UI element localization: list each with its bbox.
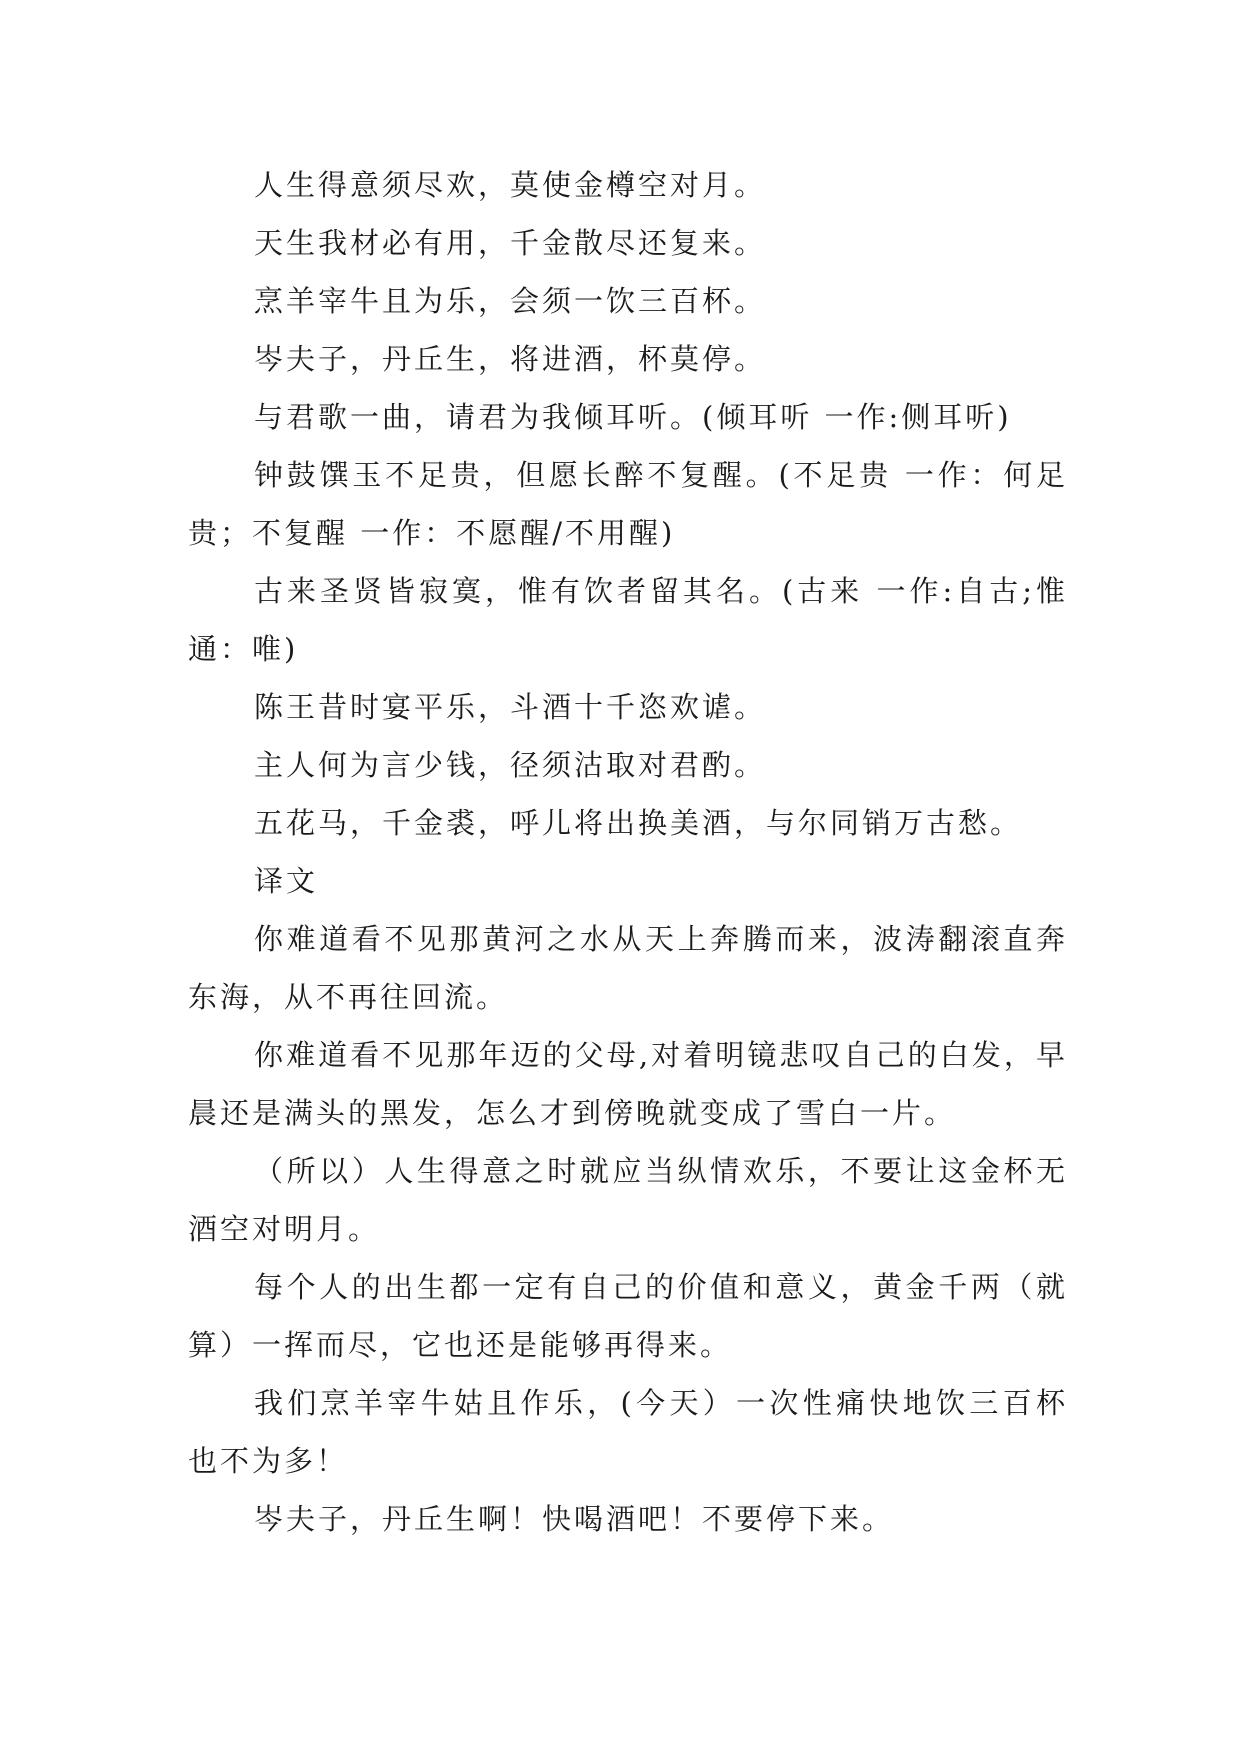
translation-heading: 译文 <box>254 864 319 898</box>
translation-paragraph-1: 你难道看不见那黄河之水从天上奔腾而来，波涛翻滚直奔东海，从不再往回流。 <box>188 922 1068 1014</box>
translation-paragraph-2: 你难道看不见那年迈的父母,对着明镜悲叹自己的白发，早晨还是满头的黑发，怎么才到傍晚就变成了雪白一片。 <box>188 1038 1068 1130</box>
document-body <box>188 156 1068 1548</box>
translation-paragraph-6: 岑夫子，丹丘生啊！快喝酒吧！不要停下来。 <box>254 1502 895 1536</box>
poem-line-4: 岑夫子，丹丘生，将进酒，杯莫停。 <box>254 342 767 376</box>
poem-line-1: 人生得意须尽欢，莫使金樽空对月。 <box>254 168 767 202</box>
poem-line-8: 陈王昔时宴平乐，斗酒十千恣欢谑。 <box>254 690 767 724</box>
poem-line-5: 与君歌一曲，请君为我倾耳听。(倾耳听 一作:侧耳听) <box>254 400 1012 434</box>
poem-line-2: 天生我材必有用，千金散尽还复来。 <box>254 226 767 260</box>
poem-line-3: 烹羊宰牛且为乐，会须一饮三百杯。 <box>254 284 767 318</box>
poem-line-9: 主人何为言少钱，径须沽取对君酌。 <box>254 748 767 782</box>
translation-paragraph-5: 我们烹羊宰牛姑且作乐，(今天）一次性痛快地饮三百杯也不为多！ <box>188 1386 1068 1478</box>
poem-line-6: 钟鼓馔玉不足贵，但愿长醉不复醒。(不足贵 一作：何足贵；不复醒 一作：不愿醒/不用醒) <box>188 458 1068 550</box>
translation-paragraph-3: （所以）人生得意之时就应当纵情欢乐，不要让这金杯无酒空对明月。 <box>188 1154 1068 1246</box>
poem-line-10: 五花马，千金裘，呼儿将出换美酒，与尔同销万古愁。 <box>254 806 1023 840</box>
poem-line-7: 古来圣贤皆寂寞，惟有饮者留其名。(古来 一作:自古;惟 通：唯) <box>188 574 1068 666</box>
translation-paragraph-4: 每个人的出生都一定有自己的价值和意义，黄金千两（就算）一挥而尽，它也还是能够再得来。 <box>188 1270 1068 1362</box>
